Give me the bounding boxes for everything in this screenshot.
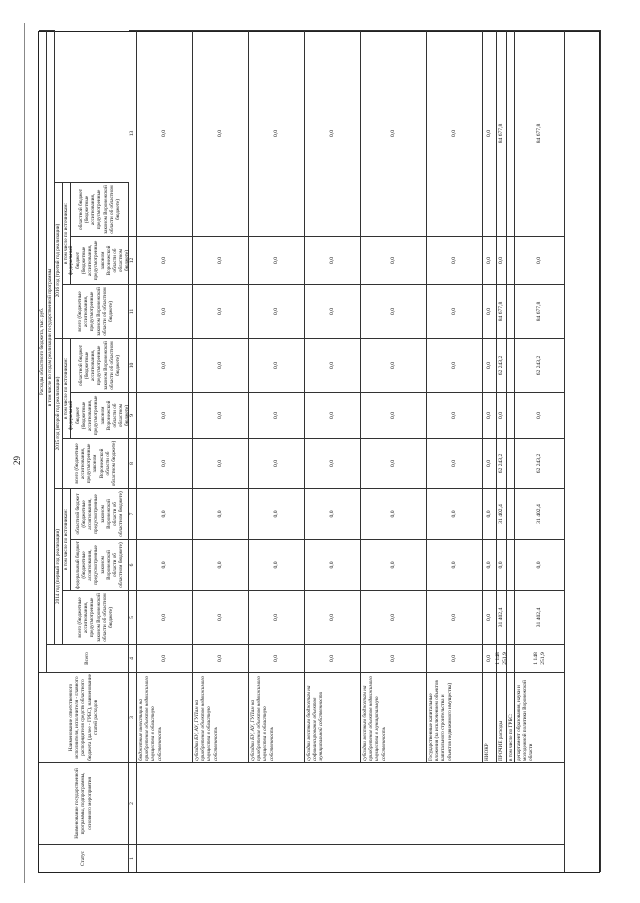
table-cell: 0,0 xyxy=(361,488,427,539)
page-number: 29 xyxy=(12,456,22,465)
table-cell: 0,0 xyxy=(483,338,497,392)
table-cell: 0,0 xyxy=(483,392,497,438)
table-cell: 0,0 xyxy=(427,644,483,672)
col-number-1: 1 xyxy=(129,844,137,872)
header-years: в том числе по годам реализации государственной программы xyxy=(47,30,55,644)
header-year_2014-fed: федеральный бюджет (бюджетные ассигнования, предусмотренные законом Воронежской области об областном бюджете) xyxy=(71,539,129,590)
table-cell: 0,0 xyxy=(305,392,361,438)
table-cell: 0,0 xyxy=(249,236,305,284)
table-cell xyxy=(507,488,515,539)
header-year_2015-obl: областной бюджет (бюджетные ассигнования, предусмотренные законом Воронежской области об областном бюджете) xyxy=(71,338,129,392)
table-cell: 0,0 xyxy=(305,590,361,644)
table-cell: 0,0 xyxy=(483,284,497,338)
table-cell: 0,0 xyxy=(427,590,483,644)
table-cell: 0,0 xyxy=(427,539,483,590)
table-cell: 0,0 xyxy=(483,590,497,644)
col-number-2: 2 xyxy=(129,762,137,844)
table-cell: 0,0 xyxy=(137,338,193,392)
table-cell: 0,0 xyxy=(249,284,305,338)
table-cell: 0,0 xyxy=(137,236,193,284)
table-cell: 0,0 xyxy=(483,236,497,284)
table-cell: 0,0 xyxy=(515,539,565,590)
table-cell: 31 402,4 xyxy=(515,590,565,644)
table-cell: 0,0 xyxy=(249,644,305,672)
header-program-name: Наименование государственной программы, подпрограммы, основного мероприятия xyxy=(39,762,129,844)
table-cell: 0,0 xyxy=(249,488,305,539)
header-year_2016-total: всего (бюджетные ассигнования, предусмотренные законом Воронежской области об областном бюджете) xyxy=(63,284,129,338)
table-cell: 0,0 xyxy=(137,284,193,338)
table-cell: 0,0 xyxy=(515,236,565,284)
table-cell: 0,0 xyxy=(361,438,427,488)
row-label: бюджетные инвестиции на приобретение объектов недвижимого имущества в областную собственность xyxy=(137,672,193,762)
scan-edge-line xyxy=(24,23,25,883)
table-cell: 0,0 xyxy=(483,644,497,672)
table-cell: 0,0 xyxy=(249,30,305,236)
table-cell xyxy=(507,236,515,284)
table-cell: 84 677,8 xyxy=(497,284,507,338)
col-number-6: 6 xyxy=(129,539,137,590)
table-cell: 0,0 xyxy=(361,30,427,236)
table-cell: 0,0 xyxy=(249,539,305,590)
header-year-2015: 2015 год (второй год реализации) xyxy=(55,338,63,488)
col-number-7: 7 xyxy=(129,488,137,539)
table-cell: 1 148 251,9 xyxy=(515,644,565,672)
table-cell: 0,0 xyxy=(361,236,427,284)
header-executor: Наименование ответственного исполнителя, исполнителя - главного распорядителя средств областного бюджета (далее - ГРБС), наименование статей расходов xyxy=(39,672,129,762)
table-cell xyxy=(507,438,515,488)
table-cell: 0,0 xyxy=(305,338,361,392)
table-cell: 84 677,8 xyxy=(515,284,565,338)
table-cell: 0,0 xyxy=(361,590,427,644)
table-cell: 0,0 xyxy=(427,338,483,392)
table-cell: 31 402,4 xyxy=(515,488,565,539)
col-number-3: 3 xyxy=(129,672,137,762)
table-cell: 0,0 xyxy=(497,392,507,438)
table-cell xyxy=(507,644,515,672)
table-filler xyxy=(565,30,601,872)
table-cell: 0,0 xyxy=(305,438,361,488)
row-label: субсидии БУ, АУ, ГУПам на приобретение объектов недвижимого имущества в областную собственность xyxy=(249,672,305,762)
table-cell: 0,0 xyxy=(137,590,193,644)
table-cell: 0,0 xyxy=(483,438,497,488)
table-cell: 0,0 xyxy=(193,590,249,644)
table-cell: 84 677,8 xyxy=(515,30,565,236)
header-year_2016-obl: областной бюджет (бюджетные ассигнования, предусмотренные законом Воронежской области об областном бюджете) xyxy=(71,182,129,236)
col-number-5: 5 xyxy=(129,590,137,644)
row-label: НИОКР xyxy=(483,672,497,762)
table-cell: 0,0 xyxy=(305,644,361,672)
table-cell: 0,0 xyxy=(193,392,249,438)
header-year_2014-obl: областной бюджет (бюджетные ассигнования, предусмотренные законом Воронежской области об областном бюджете) xyxy=(71,488,129,539)
table-cell: 0,0 xyxy=(427,488,483,539)
col-number-9: 9 xyxy=(129,392,137,438)
table-cell: 0,0 xyxy=(137,392,193,438)
header-year-2016: 2016 год (третий год реализации) xyxy=(55,182,63,338)
header-year_2016-sources: в том числе по источникам: xyxy=(63,182,71,284)
table-cell: 0,0 xyxy=(249,438,305,488)
table-cell: 0,0 xyxy=(193,236,249,284)
table-cell: 0,0 xyxy=(249,338,305,392)
table-cell: 0,0 xyxy=(361,644,427,672)
header-year_2014-sources: в том числе по источникам: xyxy=(63,488,71,590)
table-cell: 0,0 xyxy=(193,338,249,392)
header-year_2015-total: всего (бюджетные ассигнования, предусмотренные законом Воронежской области об областном бюджете) xyxy=(63,438,129,488)
row-label: субсидии местным бюджетам на софинансирование объектов муниципальной собственности xyxy=(305,672,361,762)
table-cell: 0,0 xyxy=(483,30,497,236)
table-cell: 0,0 xyxy=(305,284,361,338)
table-cell xyxy=(507,338,515,392)
row-label: в том числе по ГРБС: xyxy=(507,672,515,762)
header-year_2015-fed: федеральный бюджет (бюджетные ассигнования, предусмотренные законом Воронежской области об областном бюджете) xyxy=(71,392,129,438)
row-label: субсидии местным бюджетам на приобретение объектов недвижимого имущества в муниципальную собственность xyxy=(361,672,427,762)
table-cell: 0,0 xyxy=(249,590,305,644)
table-cell: 0,0 xyxy=(137,438,193,488)
col-number-10: 10 xyxy=(129,338,137,392)
header-year-2014: 2014 год (первый год реализации) xyxy=(55,488,63,644)
table-cell: 0,0 xyxy=(515,392,565,438)
program-cell xyxy=(137,762,565,844)
table-cell: 62 243,2 xyxy=(515,438,565,488)
row-label: ПРОЧИЕ расходы xyxy=(497,672,507,762)
table-cell xyxy=(507,590,515,644)
table-cell: 31 402,4 xyxy=(497,590,507,644)
header-total: Всего xyxy=(47,644,129,672)
table-cell: 0,0 xyxy=(137,30,193,236)
table-cell: 0,0 xyxy=(137,539,193,590)
table-cell: 0,0 xyxy=(193,488,249,539)
table-cell: 0,0 xyxy=(137,488,193,539)
table-cell: 62 243,2 xyxy=(497,438,507,488)
table-cell: 0,0 xyxy=(305,488,361,539)
header-year_2014-total: всего (бюджетные ассигнования, предусмотренные законом Воронежской области об областном бюджете) xyxy=(63,590,129,644)
table-cell: 0,0 xyxy=(193,539,249,590)
table-cell: 31 402,4 xyxy=(497,488,507,539)
col-number-13: 13 xyxy=(129,30,137,236)
header-status: Статус xyxy=(39,844,129,872)
col-number-11: 11 xyxy=(129,284,137,338)
header-expenses: Расходы областного бюджета, тыс. руб. xyxy=(39,30,47,672)
table-cell xyxy=(507,284,515,338)
table-cell: 0,0 xyxy=(427,284,483,338)
table-cell: 84 677,8 xyxy=(497,30,507,236)
table-cell: 0,0 xyxy=(305,539,361,590)
col-number-12: 12 xyxy=(129,236,137,284)
table-cell: 0,0 xyxy=(361,539,427,590)
table-cell: 62 243,2 xyxy=(515,338,565,392)
table-cell: 0,0 xyxy=(361,284,427,338)
table-cell: 0,0 xyxy=(361,392,427,438)
table-cell: 0,0 xyxy=(427,30,483,236)
table-cell: 0,0 xyxy=(193,284,249,338)
table-cell: 0,0 xyxy=(497,236,507,284)
table-cell: 0,0 xyxy=(193,644,249,672)
header-year_2015-sources: в том числе по источникам: xyxy=(63,338,71,438)
table-cell: 1 148 251,9 xyxy=(497,644,507,672)
table-cell xyxy=(507,30,515,236)
table-cell: 0,0 xyxy=(361,338,427,392)
table-cell: 0,0 xyxy=(427,392,483,438)
row-label: Государственные капитальные вложения (за исключением объектов капитального строительства и объектов недвижимого имущества) xyxy=(427,672,483,762)
table-cell: 62 243,2 xyxy=(497,338,507,392)
row-label: субсидии БУ, АУ, ГУПам на приобретение объектов недвижимого имущества в областную собственность xyxy=(193,672,249,762)
col-number-4: 4 xyxy=(129,644,137,672)
table-cell: 0,0 xyxy=(483,539,497,590)
table-cell xyxy=(507,539,515,590)
table-cell xyxy=(507,392,515,438)
table-cell: 0,0 xyxy=(193,438,249,488)
table-cell: 0,0 xyxy=(137,644,193,672)
col-number-8: 8 xyxy=(129,438,137,488)
header-year_2016-fed: федеральный бюджет (бюджетные ассигнования, предусмотренные законом Воронежской области об областном бюджете) xyxy=(71,236,129,284)
table-cell: 0,0 xyxy=(497,539,507,590)
row-label: департамент образования, науки и молодежной политики Воронежской области xyxy=(515,672,565,762)
table-cell: 0,0 xyxy=(193,30,249,236)
table-cell: 0,0 xyxy=(305,30,361,236)
expenses-table xyxy=(38,31,600,873)
table-cell: 0,0 xyxy=(427,236,483,284)
table-cell: 0,0 xyxy=(249,392,305,438)
table-cell: 0,0 xyxy=(483,488,497,539)
table-cell: 0,0 xyxy=(427,438,483,488)
table-cell: 0,0 xyxy=(305,236,361,284)
status-cell xyxy=(137,844,565,872)
